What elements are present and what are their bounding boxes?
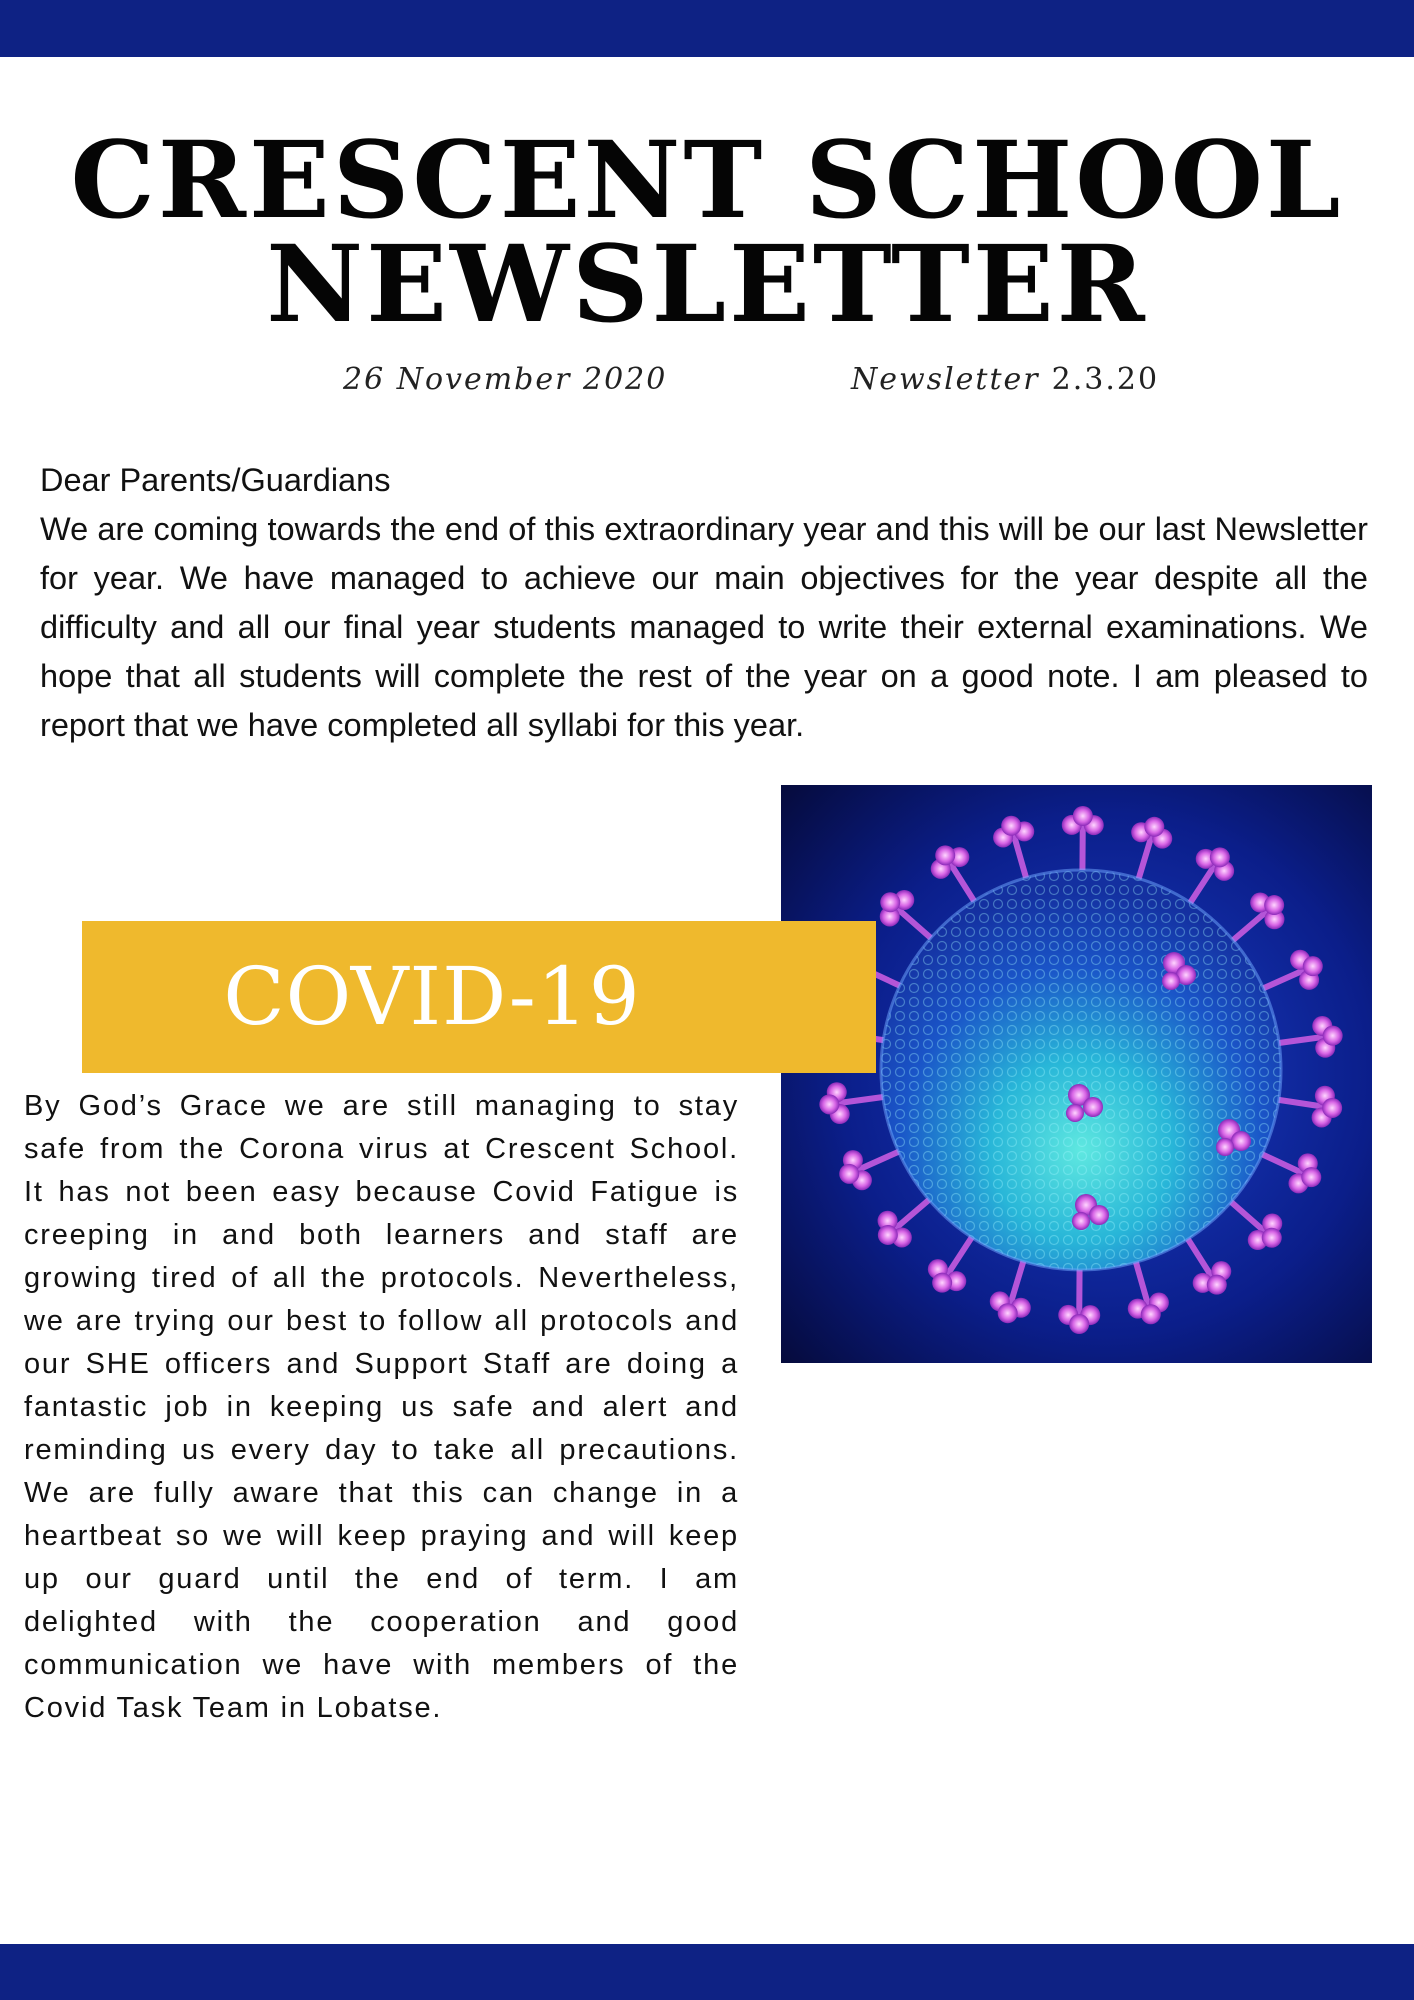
virus-spike-head [1141,1304,1161,1324]
greeting: Dear Parents/Guardians [40,462,391,498]
issue-label: Newsletter [851,362,1040,397]
virus-spike-head [935,845,955,865]
covid-heading: COVID-19 [223,950,641,1043]
virus-spike-head [1144,817,1164,837]
virus-spike-head [1001,816,1021,836]
virus-spike-head [1073,806,1093,826]
newsletter-issue [851,362,1159,397]
covid-paragraph: By God’s Grace we are still managing to stay safe from the Corona virus at Crescent School. It has not been easy because Covid Fatigue is creeping in and both learners and staff are growing tired of all the protocols. Nevertheless, we are trying our best to follow all protocols and our SHE officers and Support Staff are doing a fantastic job in keeping us safe and alert and reminding us every day to take all precautions. We are fully aware that this can change in a heartbeat so we will keep praying and will keep up our guard until the end of term. I am delighted with the cooperation and good communication we have with members of the Covid Task Team in Lobatse. [24,1090,739,1724]
covid-banner [82,921,876,1073]
title-line-2: NEWSLETTER [266,221,1148,346]
virus-spike-head [839,1164,859,1184]
page-title [0,117,1414,346]
virus-spike-head [1262,1228,1282,1248]
virus-spike-head [1210,847,1230,867]
virus-spike-head [998,1303,1018,1323]
intro-section [40,456,1368,750]
virus-spike-head [1303,956,1323,976]
issue-number: 2.3.20 [1051,362,1160,397]
coronavirus-image [781,785,1372,1363]
intro-paragraph: We are coming towards the end of this extraordinary year and this will be our last Newsletter for year. We have managed to achieve our main objectives for the year despite all the difficulty and all our final year students managed to write their external examinations. We hope that all students will complete the rest of the year on a good note. I am pleased to report that we have completed all syllabi for this year. [40,511,1368,743]
bottom-border-bar [0,1944,1414,2000]
virus-spike-head [878,1225,898,1245]
top-border-bar [0,0,1414,57]
virus-spike-head [1322,1098,1342,1118]
title-line-1: CRESCENT SCHOOL [70,117,1344,242]
virus-spike-head [1207,1275,1227,1295]
virus-spike-head [932,1273,952,1293]
virus-spike-head [1323,1026,1343,1046]
virus-spike-head [880,892,900,912]
virus-spike-head [819,1094,839,1114]
virus-spike-head [1264,895,1284,915]
virus-spike-head [1301,1167,1321,1187]
virus-spike-head [1069,1314,1089,1334]
newsletter-date: 26 November 2020 [343,362,668,397]
